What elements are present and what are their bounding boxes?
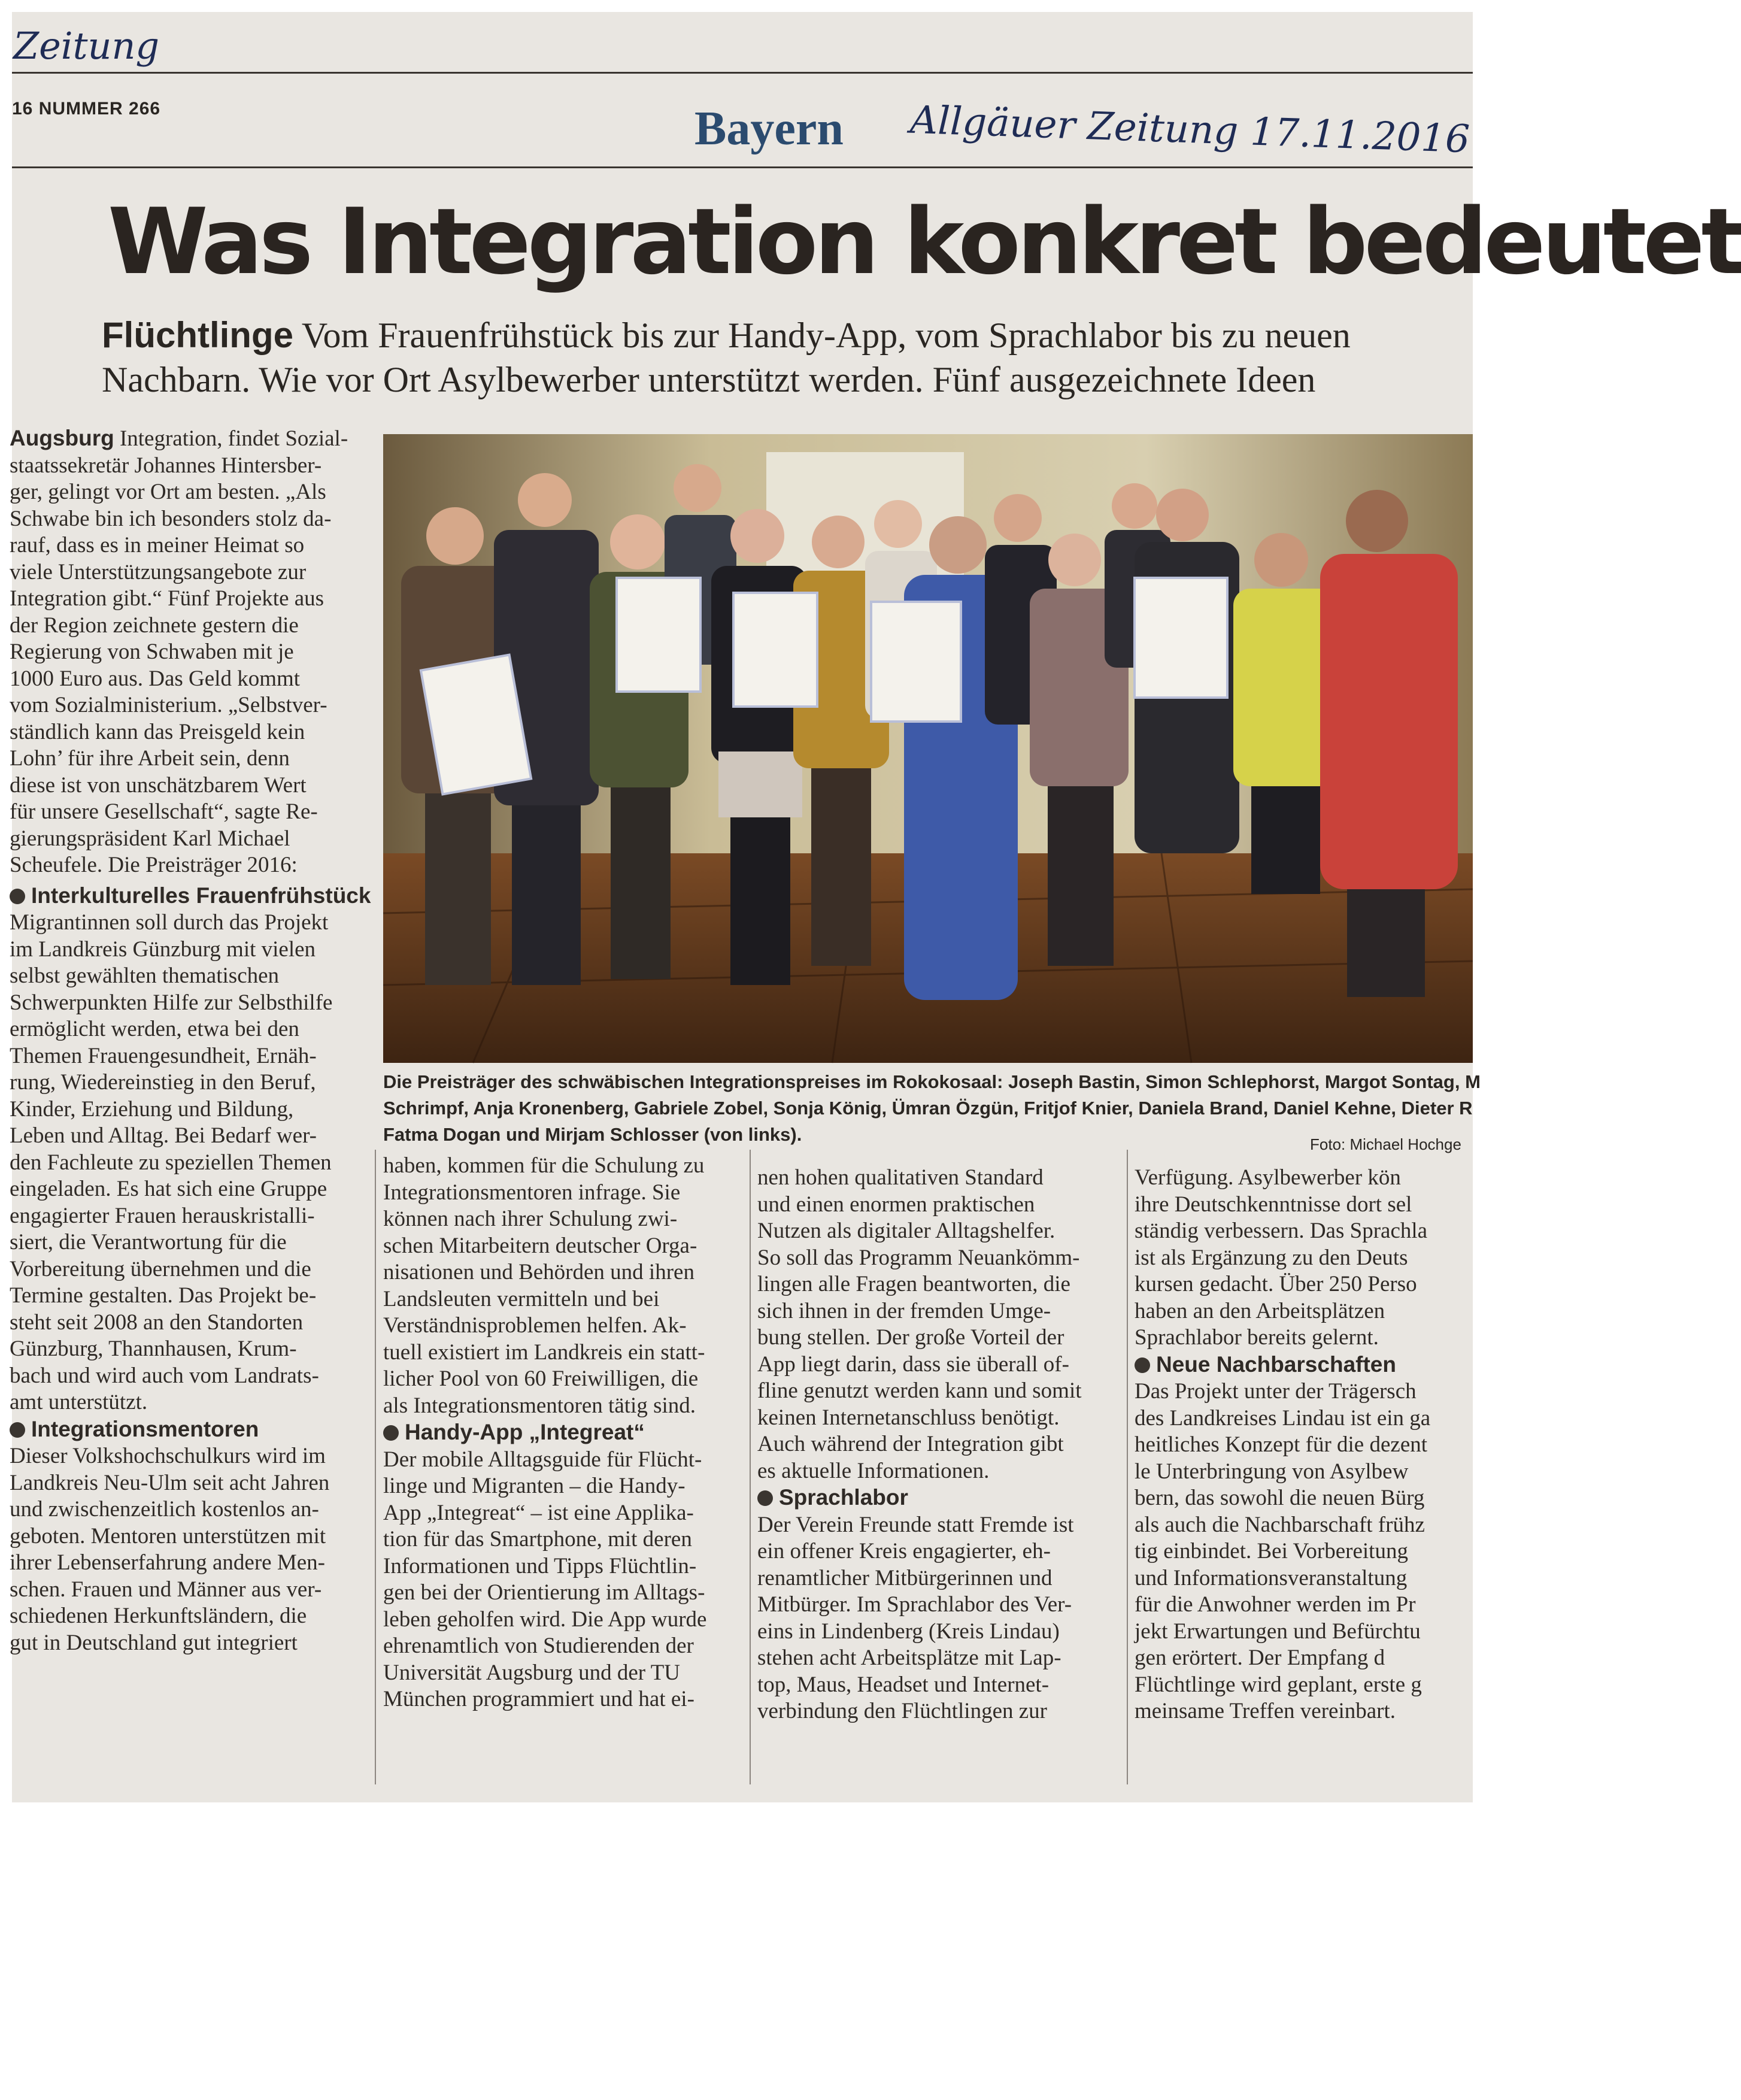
body-line: Der Verein Freunde statt Fremde ist — [757, 1512, 1074, 1537]
body-line: nen hohen qualitativen Standard — [757, 1165, 1044, 1190]
body-line: Flüchtlinge wird geplant, erste g — [1135, 1672, 1422, 1697]
body-line: gen erörtert. Der Empfang d — [1135, 1646, 1385, 1670]
body-line: engagierter Frauen herauskristalli- — [10, 1203, 315, 1228]
body-line: als auch die Nachbarschaft frühz — [1135, 1512, 1425, 1537]
caption-line: Die Preisträger des schwäbischen Integrationspreises im Rokokosaal: Joseph Bastin, Simon Schlephorst, Margot Sontag, M — [383, 1071, 1481, 1092]
body-line: Landkreis Neu-Ulm seit acht Jahren — [10, 1470, 330, 1495]
page-number: 16 NUMMER 266 — [12, 99, 161, 119]
dateline: Augsburg — [10, 426, 114, 450]
body-line: Schwerpunkten Hilfe zur Selbsthilfe — [10, 990, 333, 1015]
body-line: Verständnisproblemen helfen. Ak- — [383, 1313, 687, 1338]
body-line: Universität Augsburg und der TU — [383, 1660, 681, 1685]
body-line: bern, das sowohl die neuen Bürg — [1135, 1486, 1425, 1510]
body-line: linge und Migranten – die Handy- — [383, 1474, 686, 1498]
body-line: Termine gestalten. Das Projekt be- — [10, 1283, 317, 1308]
body-line: 1000 Euro aus. Das Geld kommt — [10, 666, 301, 691]
section-title: Bayern — [694, 102, 844, 155]
body-line: Integration, findet Sozial- — [119, 426, 348, 451]
body-line: Sprachlabor bereits gelernt. — [1135, 1325, 1379, 1350]
body-line: Landsleuten vermitteln und bei — [383, 1286, 660, 1311]
body-line: Lohn’ für ihre Arbeit sein, denn — [10, 746, 290, 771]
body-line: heitliches Konzept für die dezent — [1135, 1432, 1428, 1457]
body-line: Schwabe bin ich besonders stolz da- — [10, 506, 332, 531]
top-rule — [12, 72, 1473, 74]
body-line: geboten. Mentoren unterstützen mit — [10, 1523, 326, 1549]
body-line: So soll das Programm Neuankömm- — [757, 1245, 1080, 1270]
body-line: haben an den Arbeitsplätzen — [1135, 1298, 1385, 1323]
body-line: ihrer Lebenserfahrung andere Men- — [10, 1550, 325, 1575]
body-line: diese ist von unschätzbarem Wert — [10, 772, 307, 798]
body-line: staatssekretär Johannes Hintersber- — [10, 453, 322, 478]
body-line: schiedenen Herkunftsländern, die — [10, 1604, 307, 1628]
headline: Was Integration konkret bedeutet — [108, 189, 1741, 295]
subheading: Sprachlabor — [779, 1485, 908, 1510]
body-line: meinsame Treffen vereinbart. — [1135, 1699, 1396, 1723]
body-line: ein offener Kreis engagierter, eh- — [757, 1539, 1051, 1563]
body-line: eingeladen. Es hat sich eine Gruppe — [10, 1177, 327, 1201]
body-line: Vorbereitung übernehmen und die — [10, 1256, 311, 1281]
column-divider — [750, 1150, 751, 1784]
body-line: können nach ihrer Schulung zwi- — [383, 1207, 678, 1231]
body-line: tion für das Smartphone, mit deren — [383, 1527, 692, 1551]
body-line: App liegt darin, dass sie überall of- — [757, 1351, 1069, 1377]
body-line: Scheufele. Die Preisträger 2016: — [10, 853, 298, 877]
body-line: lingen alle Fragen beantworten, die — [757, 1272, 1070, 1296]
body-line: nisationen und Behörden und ihren — [383, 1260, 694, 1284]
body-line: Integrationsmentoren infrage. Sie — [383, 1180, 681, 1205]
body-line: Integration gibt.“ Fünf Projekte aus — [10, 586, 324, 611]
handwritten-source-date: Allgäuer Zeitung 17.11.2016 — [909, 98, 1471, 162]
body-line: jekt Erwartungen und Befürchtu — [1135, 1619, 1421, 1644]
body-line: ehrenamtlich von Studierenden der — [383, 1634, 694, 1658]
body-line: Kinder, Erziehung und Bildung, — [10, 1096, 294, 1122]
body-line: gen bei der Orientierung im Alltags- — [383, 1580, 705, 1605]
caption-line: Fatma Dogan und Mirjam Schlosser (von links). — [383, 1124, 802, 1145]
article-column-4 — [1135, 1165, 1494, 1725]
body-line: rauf, dass es in meiner Heimat so — [10, 533, 305, 557]
article-column-3 — [757, 1165, 1117, 1725]
body-line: sich ihnen in der fremden Umge- — [757, 1298, 1051, 1323]
body-line: ger, gelingt vor Ort am besten. „Als — [10, 480, 326, 504]
body-line: ständig verbessern. Das Sprachla — [1135, 1219, 1428, 1243]
body-line: renamtlicher Mitbürgerinnen und — [757, 1565, 1053, 1590]
photo-credit: Foto: Michael Hochge — [1310, 1135, 1461, 1153]
award-group-photo — [383, 434, 1473, 1063]
body-line: stehen acht Arbeitsplätze mit Lap- — [757, 1646, 1061, 1670]
body-line: eins in Lindenberg (Kreis Lindau) — [757, 1619, 1060, 1644]
body-line: steht seit 2008 an den Standorten — [10, 1310, 304, 1335]
body-line: Regierung von Schwaben mit je — [10, 640, 294, 664]
body-line: fline genutzt werden kann und somit — [757, 1378, 1082, 1403]
body-line: vom Sozialministerium. „Selbstver- — [10, 693, 327, 717]
body-line: Mitbürger. Im Sprachlabor des Ver- — [757, 1592, 1072, 1617]
body-line: bung stellen. Der große Vorteil der — [757, 1325, 1064, 1350]
body-line: Informationen und Tipps Flüchtlin- — [383, 1553, 697, 1578]
body-line: im Landkreis Günzburg mit vielen — [10, 937, 316, 962]
body-line: ermöglicht werden, etwa bei den — [10, 1017, 299, 1041]
body-line: keinen Internetanschluss benötigt. — [757, 1405, 1060, 1430]
body-line: Nutzen als digitaler Alltagshelfer. — [757, 1219, 1055, 1243]
body-line: schen Mitarbeitern deutscher Orga- — [383, 1233, 697, 1258]
article-column-1 — [10, 425, 369, 1656]
body-line: den Fachleute zu speziellen Themen — [10, 1150, 332, 1175]
body-line: der Region zeichnete gestern die — [10, 613, 299, 638]
body-line: und Informationsveranstaltung — [1135, 1565, 1408, 1590]
body-line: kursen gedacht. Über 250 Perso — [1135, 1272, 1417, 1296]
body-line: Migrantinnen soll durch das Projekt — [10, 910, 329, 935]
subheading: Handy-App „Integreat“ — [405, 1420, 645, 1444]
subheading: Integrationsmentoren — [31, 1416, 259, 1441]
body-line: für die Anwohner werden im Pr — [1135, 1592, 1416, 1617]
column-divider — [1127, 1150, 1128, 1784]
body-line: Leben und Alltag. Bei Bedarf wer- — [10, 1123, 317, 1148]
body-line: bach und wird auch vom Landrats- — [10, 1363, 319, 1388]
body-line: top, Maus, Headset und Internet- — [757, 1672, 1050, 1697]
subheadline-line2: Nachbarn. Wie vor Ort Asylbewerber unterstützt werden. Fünf ausgezeichnete Ideen — [102, 360, 1316, 399]
body-line: le Unterbringung von Asylbew — [1135, 1459, 1409, 1484]
column-divider — [375, 1150, 376, 1784]
body-line: es aktuelle Informationen. — [757, 1458, 990, 1483]
body-line: schen. Frauen und Männer aus ver- — [10, 1577, 322, 1602]
handwritten-note-top-left: Zeitung — [13, 24, 160, 68]
body-line: amt unterstützt. — [10, 1390, 148, 1414]
body-line: und zwischenzeitlich kostenlos an- — [10, 1497, 319, 1522]
subheading: Neue Nachbarschaften — [1156, 1351, 1396, 1377]
body-line: haben, kommen für die Schulung zu — [383, 1153, 705, 1178]
article-column-2 — [383, 1153, 742, 1713]
body-line: München programmiert und hat ei- — [383, 1687, 694, 1711]
photo-illustration — [383, 434, 1473, 1063]
body-line: tig einbindet. Bei Vorbereitung — [1135, 1539, 1408, 1563]
body-line: Verfügung. Asylbewerber kön — [1135, 1165, 1401, 1190]
body-line: siert, die Verantwortung für die — [10, 1230, 287, 1254]
newspaper-clipping — [10, 12, 1741, 1802]
bullet-icon — [10, 889, 25, 904]
body-line: rung, Wiedereinstieg in den Beruf, — [10, 1070, 316, 1095]
body-line: Günzburg, Thannhausen, Krum- — [10, 1337, 297, 1361]
body-line: und einen enormen praktischen — [757, 1192, 1035, 1217]
body-line: Themen Frauengesundheit, Ernäh- — [10, 1043, 317, 1068]
body-line: ist als Ergänzung zu den Deuts — [1135, 1245, 1408, 1270]
body-line: leben geholfen wird. Die App wurde — [383, 1607, 707, 1632]
body-line: Das Projekt unter der Trägersch — [1135, 1379, 1417, 1404]
subheadline-line1 — [102, 314, 1351, 356]
body-line: des Landkreises Lindau ist ein ga — [1135, 1405, 1431, 1431]
body-line: verbindung den Flüchtlingen zur — [757, 1699, 1047, 1723]
body-line: ihre Deutschkenntnisse dort sel — [1135, 1192, 1412, 1217]
bullet-icon — [757, 1490, 773, 1506]
body-line: App „Integreat“ – ist eine Applika- — [383, 1500, 694, 1525]
body-line: licher Pool von 60 Freiwilligen, die — [383, 1366, 699, 1391]
masthead-rule — [12, 166, 1473, 168]
bullet-icon — [383, 1425, 399, 1441]
body-line: selbst gewählten thematischen — [10, 963, 280, 988]
body-line: für unsere Gesellschaft“, sagte Re- — [10, 799, 318, 824]
body-line: tuell existiert im Landkreis ein statt- — [383, 1340, 705, 1365]
kicker: Flüchtlinge — [102, 315, 293, 355]
body-line: gut in Deutschland gut integriert — [10, 1630, 298, 1655]
subheading: Interkulturelles Frauenfrühstück — [31, 883, 371, 908]
body-line: Dieser Volkshochschulkurs wird im — [10, 1444, 326, 1468]
subheadline-text: Vom Frauenfrühstück bis zur Handy-App, vom Sprachlabor bis zu neuen — [293, 316, 1351, 355]
body-line: als Integrationsmentoren tätig sind. — [383, 1393, 696, 1418]
caption-line: Schrimpf, Anja Kronenberg, Gabriele Zobel, Sonja König, Ümran Özgün, Fritjof Knier, Daniela Brand, Daniel Kehne, Dieter R — [383, 1098, 1473, 1119]
body-line: viele Unterstützungsangebote zur — [10, 559, 307, 584]
bullet-icon — [10, 1422, 25, 1438]
body-line: gierungspräsident Karl Michael — [10, 826, 290, 851]
bullet-icon — [1135, 1357, 1150, 1373]
body-line: Auch während der Integration gibt — [757, 1432, 1064, 1456]
body-line: ständlich kann das Preisgeld kein — [10, 719, 305, 744]
body-line: Der mobile Alltagsguide für Flücht- — [383, 1447, 702, 1472]
